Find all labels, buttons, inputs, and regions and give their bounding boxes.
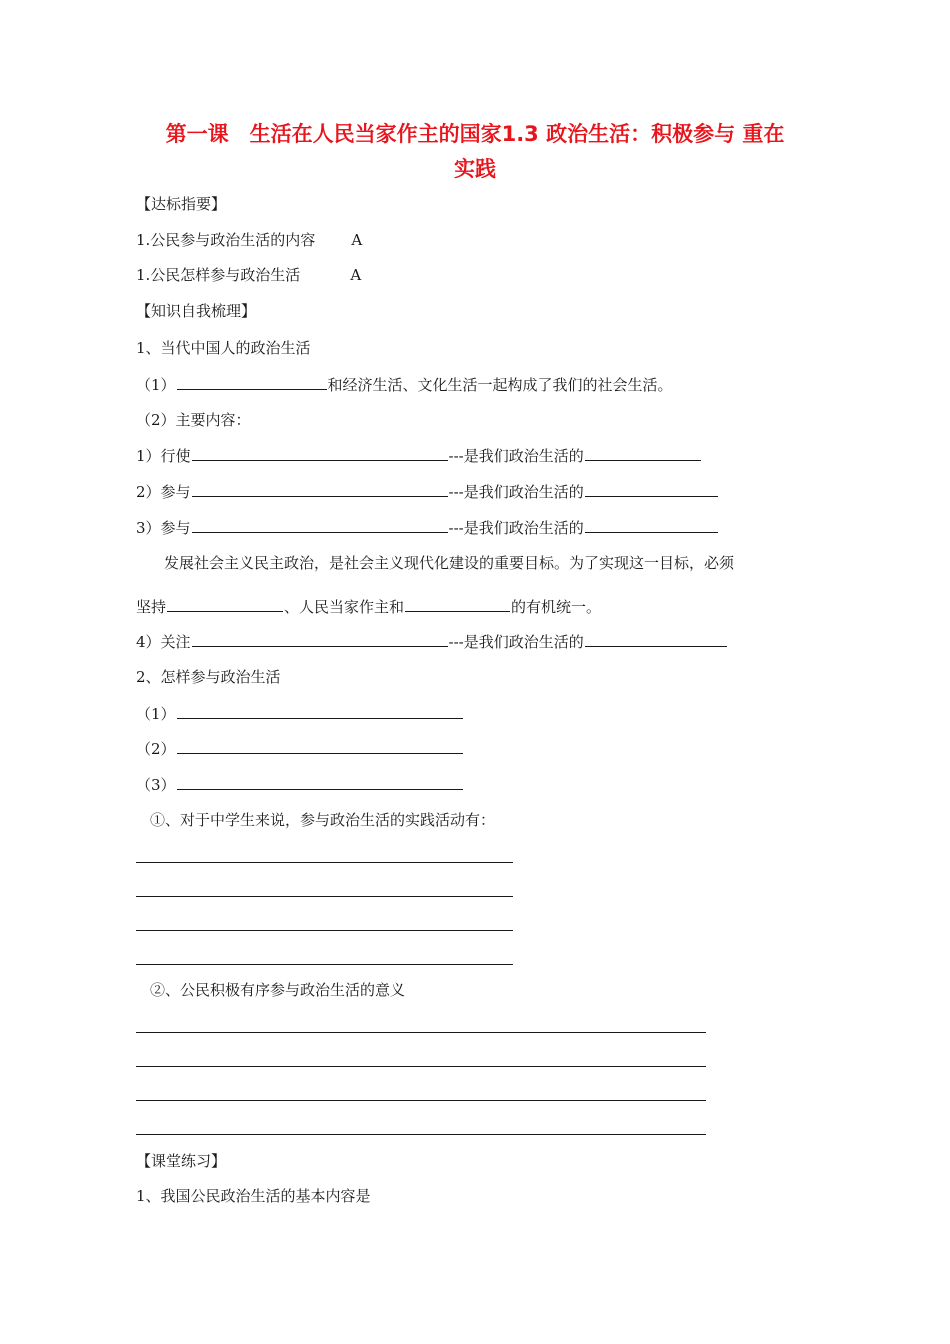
fill-blank[interactable] — [177, 774, 463, 790]
section-heading-target: 【达标指要】 — [136, 195, 227, 213]
section-heading-review: 【知识自我梳理】 — [136, 302, 257, 320]
target-item-1 — [136, 230, 362, 250]
target-item-level: A — [351, 231, 363, 249]
q1-row-1: 1）行使 ---是我们政治生活的 — [136, 445, 702, 466]
exercise-1: 1、我国公民政治生活的基本内容是 — [136, 1187, 371, 1205]
answer-line[interactable] — [136, 1066, 706, 1067]
q1-item2: （2）主要内容： — [136, 411, 251, 429]
q2-item-1: （1） — [136, 703, 464, 724]
answer-line[interactable] — [136, 930, 513, 931]
fill-blank[interactable] — [177, 703, 463, 719]
q2-sub-2: ②、公民积极有序参与政治生活的意义 — [150, 981, 406, 999]
q2-sub-1: ①、对于中学生来说，参与政治生活的实践活动有： — [150, 811, 496, 829]
fill-blank[interactable] — [177, 374, 327, 390]
q2-item-3: （3） — [136, 774, 464, 795]
fill-blank[interactable] — [585, 517, 718, 533]
fill-blank[interactable] — [177, 738, 463, 754]
q1-row-3: 3）参与 ---是我们政治生活的 — [136, 517, 719, 538]
fill-blank[interactable] — [192, 517, 448, 533]
q1-paragraph-line1: 发展社会主义民主政治，是社会主义现代化建设的重要目标。为了实现这一目标，必须 — [164, 554, 735, 572]
fill-blank[interactable] — [405, 596, 510, 612]
fill-blank[interactable] — [585, 631, 727, 647]
target-item-text: 1.公民怎样参与政治生活 — [136, 266, 301, 284]
lesson-title-line1: 第一课 生活在人民当家作主的国家1.3 政治生活：积极参与 重在 — [165, 122, 785, 146]
fill-blank[interactable] — [167, 596, 283, 612]
lesson-title-line2: 实践 — [454, 157, 496, 181]
q1-heading: 1、当代中国人的政治生活 — [136, 339, 311, 357]
q2-heading: 2、怎样参与政治生活 — [136, 668, 281, 686]
q1-item1: （1） 和经济生活、文化生活一起构成了我们的社会生活。 — [136, 376, 673, 394]
target-item-2 — [136, 265, 361, 285]
target-item-level: A — [350, 266, 362, 284]
q1-row-4: 4）关注 ---是我们政治生活的 — [136, 631, 728, 652]
answer-line[interactable] — [136, 862, 513, 863]
answer-line[interactable] — [136, 1032, 706, 1033]
answer-line[interactable] — [136, 1100, 706, 1101]
answer-line[interactable] — [136, 964, 513, 965]
fill-blank[interactable] — [585, 445, 701, 461]
fill-blank[interactable] — [192, 445, 448, 461]
section-heading-practice: 【课堂练习】 — [136, 1152, 227, 1170]
fill-blank[interactable] — [192, 481, 448, 497]
answer-line[interactable] — [136, 1134, 706, 1135]
answer-line[interactable] — [136, 896, 513, 897]
q1-paragraph-line2: 坚持 、人民当家作主和 的有机统一。 — [136, 598, 602, 616]
fill-blank[interactable] — [192, 631, 448, 647]
fill-blank[interactable] — [585, 481, 718, 497]
q2-item-2: （2） — [136, 738, 464, 759]
target-item-text: 1.公民参与政治生活的内容 — [136, 231, 316, 249]
q1-row-2: 2）参与 ---是我们政治生活的 — [136, 481, 719, 502]
